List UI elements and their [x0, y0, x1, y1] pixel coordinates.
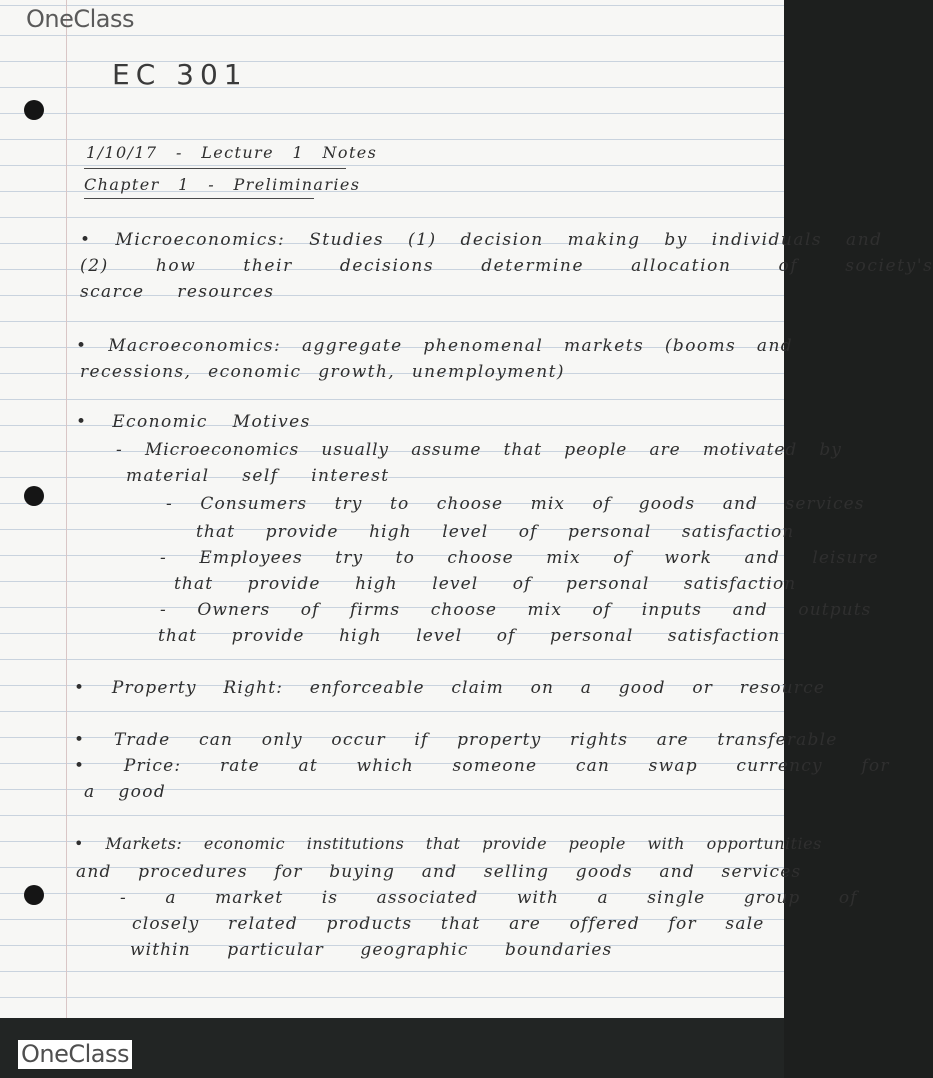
note-line: that provide high level of personal satisfaction — [158, 626, 781, 646]
note-line: • Economic Motives — [76, 412, 311, 432]
note-line: that provide high level of personal satisfaction — [196, 522, 795, 542]
binder-hole-bottom — [24, 885, 44, 905]
oneclass-logo-bottom: OneClass — [18, 1040, 132, 1069]
note-line: within particular geographic boundaries — [130, 940, 613, 960]
note-line: • Trade can only occur if property rights are transferable — [74, 730, 838, 750]
note-line: that provide high level of personal satisfaction — [174, 574, 797, 594]
note-line: and procedures for buying and selling goods and services — [76, 862, 802, 882]
margin-line — [66, 0, 67, 1018]
binder-hole-top — [24, 100, 44, 120]
note-line: a good — [84, 782, 167, 802]
note-line: closely related products that are offered for sale — [132, 914, 765, 934]
lecture-heading: 1/10/17 - Lecture 1 Notes — [86, 143, 378, 162]
note-line: • Macroeconomics: aggregate phenomenal markets (booms and — [76, 336, 794, 356]
note-line: - Employees try to choose mix of work and leisure — [160, 548, 879, 568]
binder-hole-middle — [24, 486, 44, 506]
note-line: material self interest — [126, 466, 390, 486]
oneclass-logo-top: OneClass — [26, 5, 135, 33]
note-line: - Consumers try to choose mix of goods and services — [166, 494, 865, 514]
note-line: - a market is associated with a single group of — [120, 888, 858, 908]
note-line: • Price: rate at which someone can swap currency for — [74, 756, 890, 776]
course-title: EC 301 — [112, 58, 248, 91]
chapter-heading: Chapter 1 - Preliminaries — [84, 175, 361, 194]
note-line: • Microeconomics: Studies (1) decision making by individuals and — [80, 230, 883, 250]
note-line: • Property Right: enforceable claim on a good or resource — [74, 678, 826, 698]
heading-underline — [84, 168, 346, 169]
note-line: • Markets: economic institutions that provide people with opportunities — [74, 834, 822, 853]
note-line: (2) how their decisions determine allocation of society's — [80, 256, 933, 276]
chapter-underline — [84, 198, 314, 199]
note-line: - Owners of firms choose mix of inputs and outputs — [160, 600, 872, 620]
note-line: - Microeconomics usually assume that people are motivated by — [116, 440, 842, 460]
note-line: scarce resources — [80, 282, 275, 302]
note-line: recessions, economic growth, unemployment) — [80, 362, 565, 382]
